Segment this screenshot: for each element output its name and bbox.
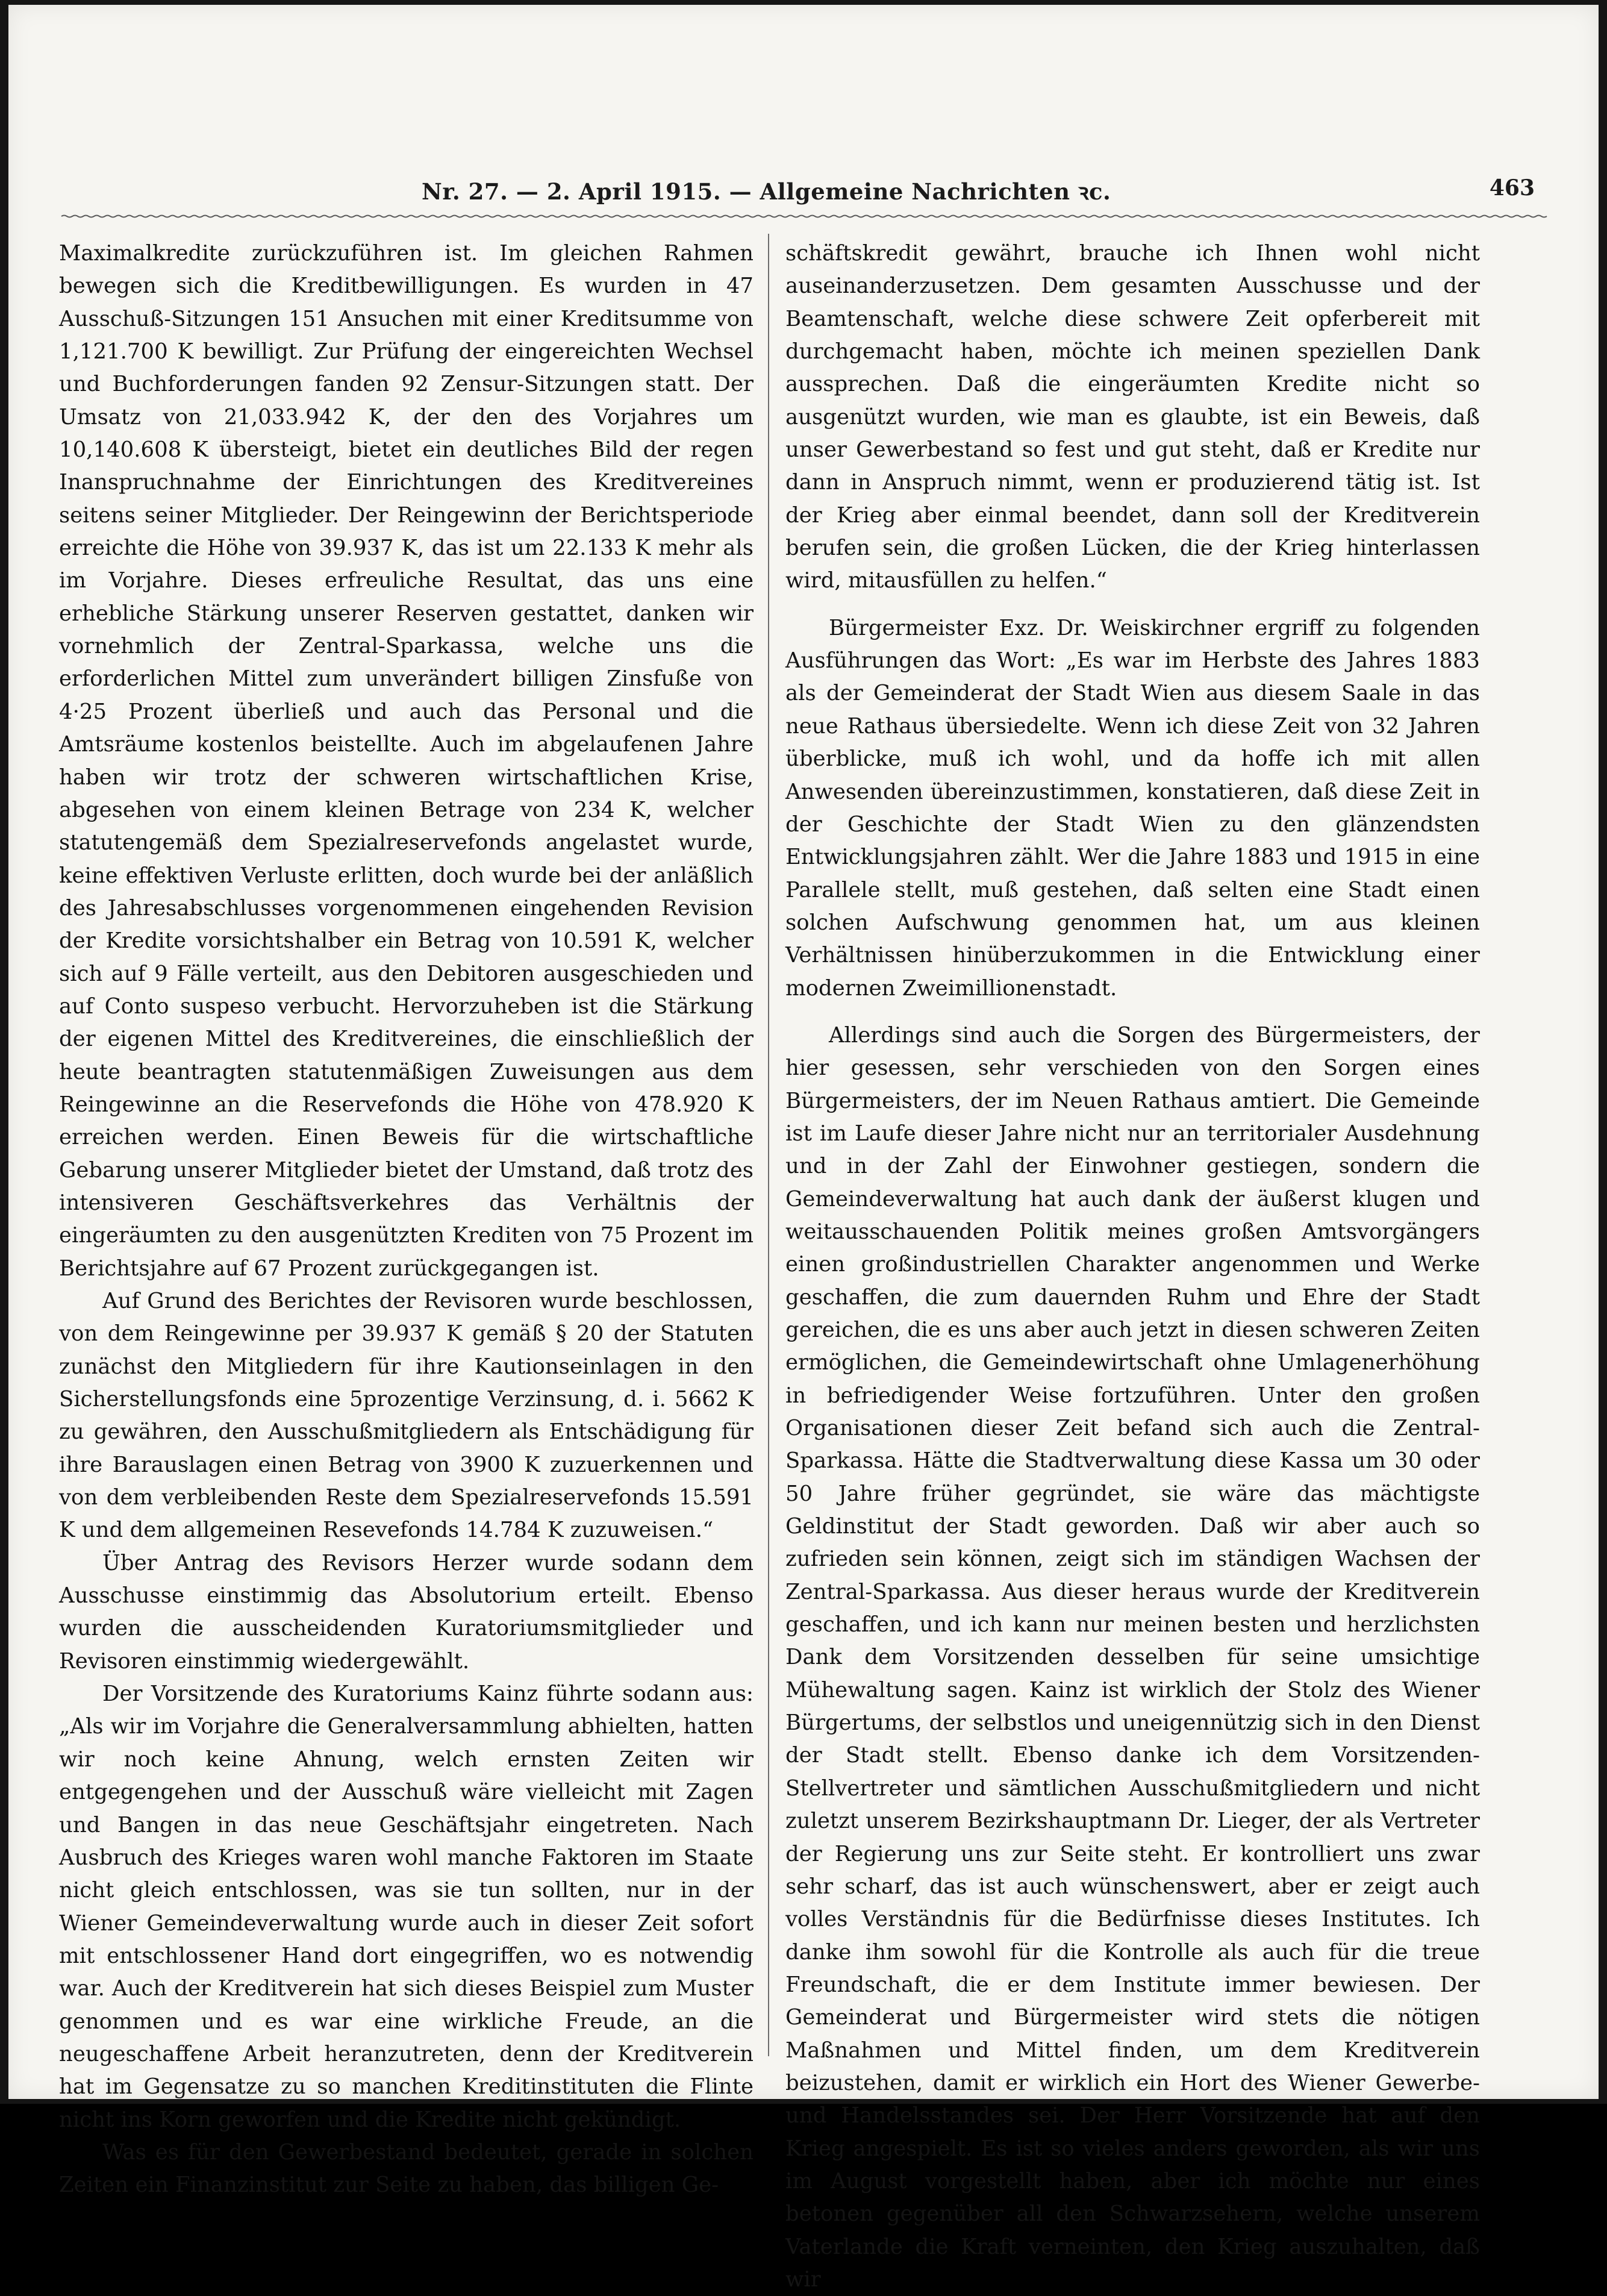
left-paragraph-4: Der Vorsitzende des Kuratoriums Kainz führte sodann aus: „Als wir im Vorjahre die Generalversammlung abhielten, hatten wir noch keine Ahnung, welch ernsten Zeiten wir entgegengehen und der Ausschuß wäre vielleicht mit Zagen und Bangen in das neue Geschäftsjahr eingetreten. Nach Ausbruch des Krieges waren wohl manche Faktoren im Staate nicht gleich entschlossen, was sie tun sollten, nur in der Wiener Gemeindeverwaltung wurde auch in dieser Zeit sofort mit entschlossener Hand dort eingegriffen, wo es notwendig war. Auch der Kreditverein hat sich dieses Beispiel zum Muster genommen und es war eine wirkliche Freude, an die neugeschaffene Arbeit heranzutreten, denn der Kreditverein hat im Gegensatze zu so manchen Kreditinstituten die Flinte nicht ins Korn geworfen und die Kredite nicht gekündigt. [59, 1681, 754, 2132]
right-paragraph-3: Allerdings sind auch die Sorgen des Bürgermeisters, der hier gesessen, sehr verschieden von den Sorgen eines Bürgermeisters, der im Neuen Rathaus amtiert. Die Gemeinde ist im Laufe dieser Jahre nicht nur an territorialer Ausdehnung und in der Zahl der Einwohner gestiegen, sondern die Gemeindeverwaltung hat auch dank der äußerst klugen und weitausschauenden Politik meines großen Amtsvorgängers einen großindustriellen Charakter angenommen und Werke geschaffen, die zum dauernden Ruhm und Ehre der Stadt gereichen, die es uns aber auch jetzt in diesen schweren Zeiten ermöglichen, die Gemeindewirtschaft ohne Umlagenerhöhung in befriedigender Weise fortzuführen. Unter den großen Organisationen dieser Zeit befand sich auch die Zentral-Sparkassa. Hätte die Stadtverwaltung diese Kassa um 30 oder 50 Jahre früher gegründet, sie wäre das mächtigste Geldinstitut der Stadt geworden. Daß wir aber auch so zufrieden sein können, zeigt sich im ständigen Wachsen der Zentral-Sparkassa. Aus dieser heraus wurde der Kreditverein geschaffen, und ich kann nur meinen besten und herzlichsten Dank dem Vorsitzenden desselben für seine umsichtige Mühewaltung sagen. Kainz ist wirklich der Stolz des Wiener Bürgertums, der selbstlos und uneigennützig sich in den Dienst der Stadt stellt. Ebenso danke ich dem Vorsitzenden-Stellvertreter und sämtlichen Ausschußmitgliedern und nicht zuletzt unserem Bezirkshauptmann Dr. Lieger, der als Vertreter der Regierung uns zur Seite steht. Er kontrolliert uns zwar sehr scharf, das ist auch wünschenswert, aber er zeigt auch volles Verständnis für die Bedürfnisse dieses Institutes. Ich danke ihm sowohl für die Kontrolle als auch für die treue Freundschaft, die er dem Institute immer bewiesen. Der Gemeinderat und Bürgermeister wird stets die nötigen Maßnahmen und Mittel finden, um dem Kreditverein beizustehen, damit er wirklich ein Hort des Wiener Gewerbe- und Handelsstandes sei. Der Herr Vorsitzende hat auf den Krieg angespielt. Es ist so vieles anders geworden, als wir uns im August vorgestellt haben, aber ich möchte nur eines betonen gegenüber all den Schwarzsehern, welche unserem Vaterlande die Kraft verneinten, den Krieg auszuhalten, daß wir [785, 1022, 1480, 2292]
page-header [66, 175, 1541, 210]
left-paragraph-3: Über Antrag des Revisors Herzer wurde sodann dem Ausschusse einstimmig das Absolutorium erteilt. Ebenso wurden die ausscheidenden Kuratoriumsmitglieder und Revisoren einstimmig wiedergewählt. [59, 1550, 754, 1674]
column-divider [768, 234, 769, 2056]
running-head-title: Nr. 27. — 2. April 1915. — Allgemeine Nachrichten ꝛc. [422, 178, 1111, 205]
left-paragraph-2: Auf Grund des Berichtes der Revisoren wurde beschlossen, von dem Reingewinne per 39.937 K gemäß § 20 der Statuten zunächst den Mitgliedern für ihre Kautionseinlagen in den Sicherstellungsfonds eine 5prozentige Verzinsung, d. i. 5662 K zu gewähren, den Ausschußmitgliedern als Entschädigung für ihre Barauslagen einen Betrag von 3900 K zuzuerkennen und von dem verbleibenden Reste dem Spezialreservefonds 15.591 K und dem allgemeinen Resevefonds 14.784 K zuzuweisen.“ [59, 1289, 754, 1543]
left-column [59, 237, 754, 2198]
left-paragraph-1: Maximalkredite zurückzuführen ist. Im gleichen Rahmen bewegen sich die Kreditbewilligungen. Es wurden in 47 Ausschuß-Sitzungen 151 Ansuchen mit einer Kreditsumme von 1,121.700 K bewilligt. Zur Prüfung der eingereichten Wechsel und Buchforderungen fanden 92 Zensur-Sitzungen statt. Der Umsatz von 21,033.942 K, der den des Vorjahres um 10,140.608 K übersteigt, bietet ein deutliches Bild der regen Inanspruchnahme der Einrichtungen des Kreditvereines seitens seiner Mitglieder. Der Reingewinn der Berichtsperiode erreichte die Höhe von 39.937 K, das ist um 22.133 K mehr als im Vorjahre. Dieses erfreuliche Resultat, das uns eine erhebliche Stärkung unserer Reserven gestattet, danken wir vornehmlich der Zentral-Sparkassa, welche uns die erforderlichen Mittel zum unverändert billigen Zinsfuße von 4·25 Prozent überließ und auch das Personal und die Amtsräume kostenlos beistellte. Auch im abgelaufenen Jahre haben wir trotz der schweren wirtschaftlichen Krise, abgesehen von einem kleinen Betrage von 234 K, welcher statutengemäß dem Spezialreservefonds angelastet wurde, keine effektiven Verluste erlitten, doch wurde bei der anläßlich des Jahresabschlusses vorgenommenen eingehenden Revision der Kredite vorsichtshalber ein Betrag von 10.591 K, welcher sich auf 9 Fälle verteilt, aus den Debitoren ausgeschieden und auf Conto suspeso verbucht. Hervorzuheben ist die Stärkung der eigenen Mittel des Kreditvereines, die einschließlich der heute beantragten statutenmäßigen Zuweisungen aus dem Reingewinne an die Reservefonds die Höhe von 478.920 K erreichen werden. Einen Beweis für die wirtschaftliche Gebarung unserer Mitglieder bietet der Umstand, daß trotz des intensiveren Geschäftsverkehres das Verhältnis der eingeräumten zu den ausgenützten Krediten von 75 Prozent im Berichtsjahre auf 67 Prozent zurückgegangen ist. [59, 241, 754, 1281]
right-column [785, 237, 1480, 2292]
page-number: 463 [1489, 175, 1535, 201]
newspaper-page [8, 5, 1599, 2292]
right-paragraph-1: schäftskredit gewährt, brauche ich Ihnen wohl nicht auseinanderzusetzen. Dem gesamten Ausschusse und der Beamtenschaft, welche diese schwere Zeit opferbereit mit durchgemacht haben, möchte ich meinen speziellen Dank aussprechen. Daß die eingeräumten Kredite nicht so ausgenützt wurden, wie man es glaubte, ist ein Beweis, daß unser Gewerbestand so fest und gut steht, daß er Kredite nur dann in Anspruch nimmt, wenn er produzierend tätig ist. Ist der Krieg aber einmal beendet, dann soll der Kreditverein berufen sein, die großen Lücken, die der Krieg hinterlassen wird, mitausfüllen zu helfen.“ [785, 241, 1480, 593]
left-paragraph-5: Was es für den Gewerbestand bedeutet, gerade in solchen Zeiten ein Finanzinstitut zur Seite zu haben, das billigen Ge- [59, 2139, 754, 2198]
header-wavy-rule [61, 211, 1546, 221]
right-paragraph-2: Bürgermeister Exz. Dr. Weiskirchner ergriff zu folgenden Ausführungen das Wort: „Es war im Herbste des Jahres 1883 als der Gemeinderat der Stadt Wien aus diesem Saale in das neue Rathaus übersiedelte. Wenn ich diese Zeit von 32 Jahren überblicke, muß ich wohl, und da hoffe ich mit allen Anwesenden übereinzustimmen, konstatieren, daß diese Zeit in der Geschichte der Stadt Wien zu den glänzendsten Entwicklungsjahren zählt. Wer die Jahre 1883 und 1915 in eine Parallele stellt, muß gestehen, daß selten eine Stadt einen solchen Aufschwung genommen hat, um aus kleinen Verhältnissen hinüberzukommen in die Entwicklung einer modernen Zweimillionenstadt. [785, 615, 1480, 1001]
